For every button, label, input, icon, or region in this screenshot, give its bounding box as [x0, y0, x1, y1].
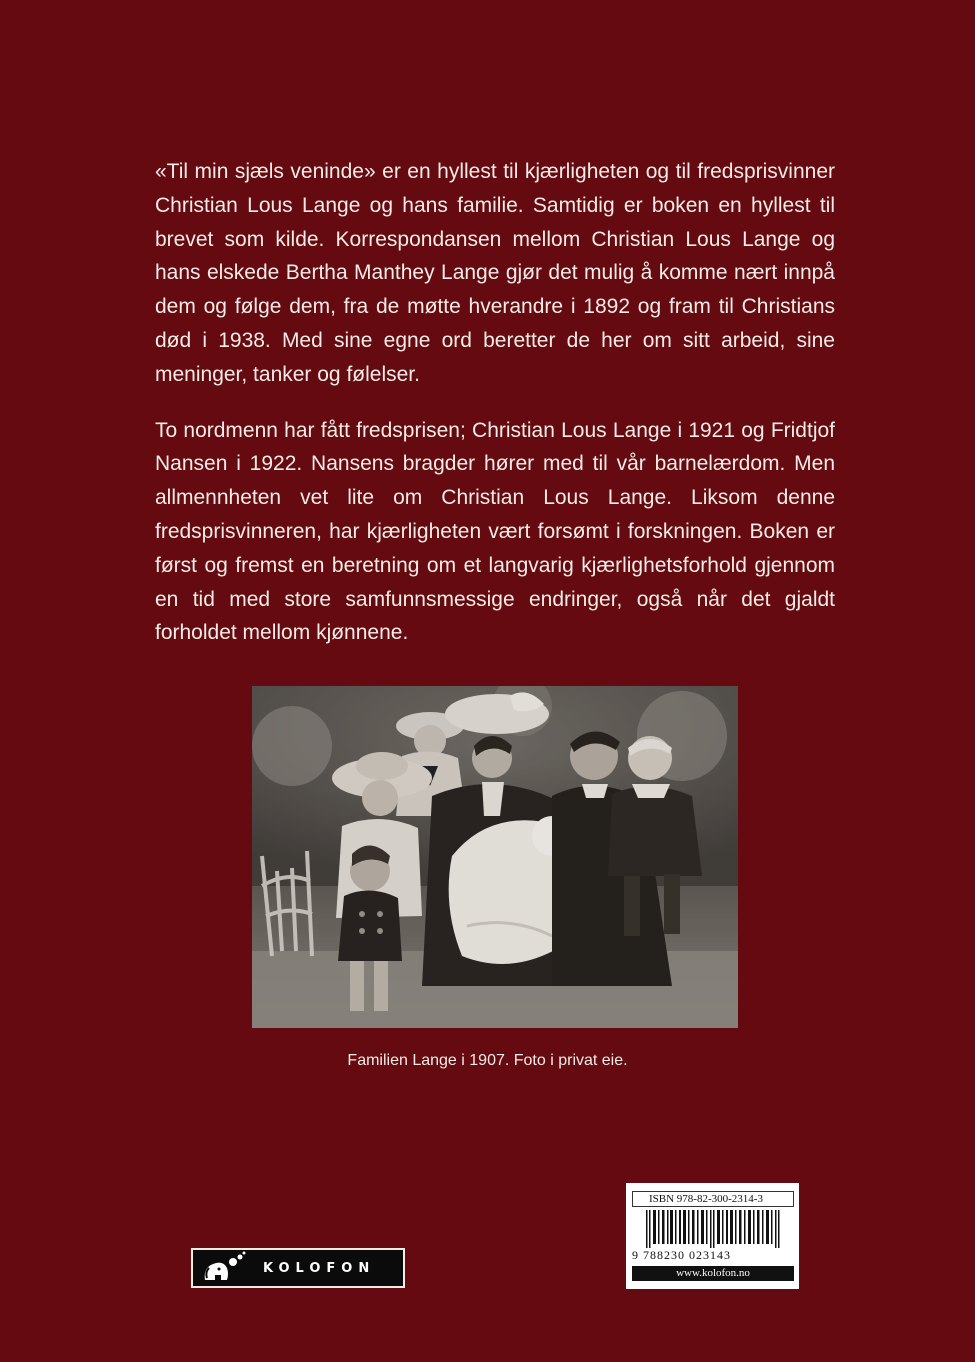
publisher-url: www.kolofon.no	[632, 1266, 794, 1281]
barcode-digits: 9 788230 023143	[632, 1248, 731, 1262]
photo-caption: Familien Lange i 1907. Foto i privat eie.	[347, 1052, 628, 1069]
family-photo	[252, 686, 738, 1028]
blurb-paragraph-2: To nordmenn har fått fredsprisen; Christian Lous Lange i 1921 og Fridtjof Nansen i 1922. Nansens bragder hører med til vår barnelærdom. Men allmennheten vet lite om Christian Lous Lange. Liksom denne fredsprisvinneren, har kjærligheten vært forsømt i forskningen. Boken er først og fremst en beretning om et langvarig kjærlighetsforhold gjennom en tid med store samfunnsmessige endringer, også når det gjaldt forholdet mellom kjønnene.	[155, 418, 835, 645]
kolofon-logo	[191, 1248, 405, 1288]
kolofon-elephant-icon	[197, 1250, 249, 1286]
isbn-number: ISBN 978-82-300-2314-3	[632, 1191, 794, 1207]
back-cover-blurb	[155, 155, 835, 672]
blurb-paragraph-1: «Til min sjæls veninde» er en hyllest til kjærligheten og til fredsprisvinner Christian Lous Lange og hans familie. Samtidig er boken en hyllest til brevet som kilde. Korrespondansen mellom Christian Lous Lange og hans elskede Bertha Manthey Lange gjør det mulig å komme nært innpå dem og følge dem, fra de møtte hverandre i 1892 og fram til Christians død i 1938. Med sine egne ord beretter de her om sitt arbeid, sine meninger, tanker og følelser.	[155, 160, 835, 386]
isbn-barcode-box	[626, 1183, 799, 1289]
barcode-icon	[632, 1210, 794, 1248]
publisher-name: KOLOFON	[263, 1260, 376, 1276]
